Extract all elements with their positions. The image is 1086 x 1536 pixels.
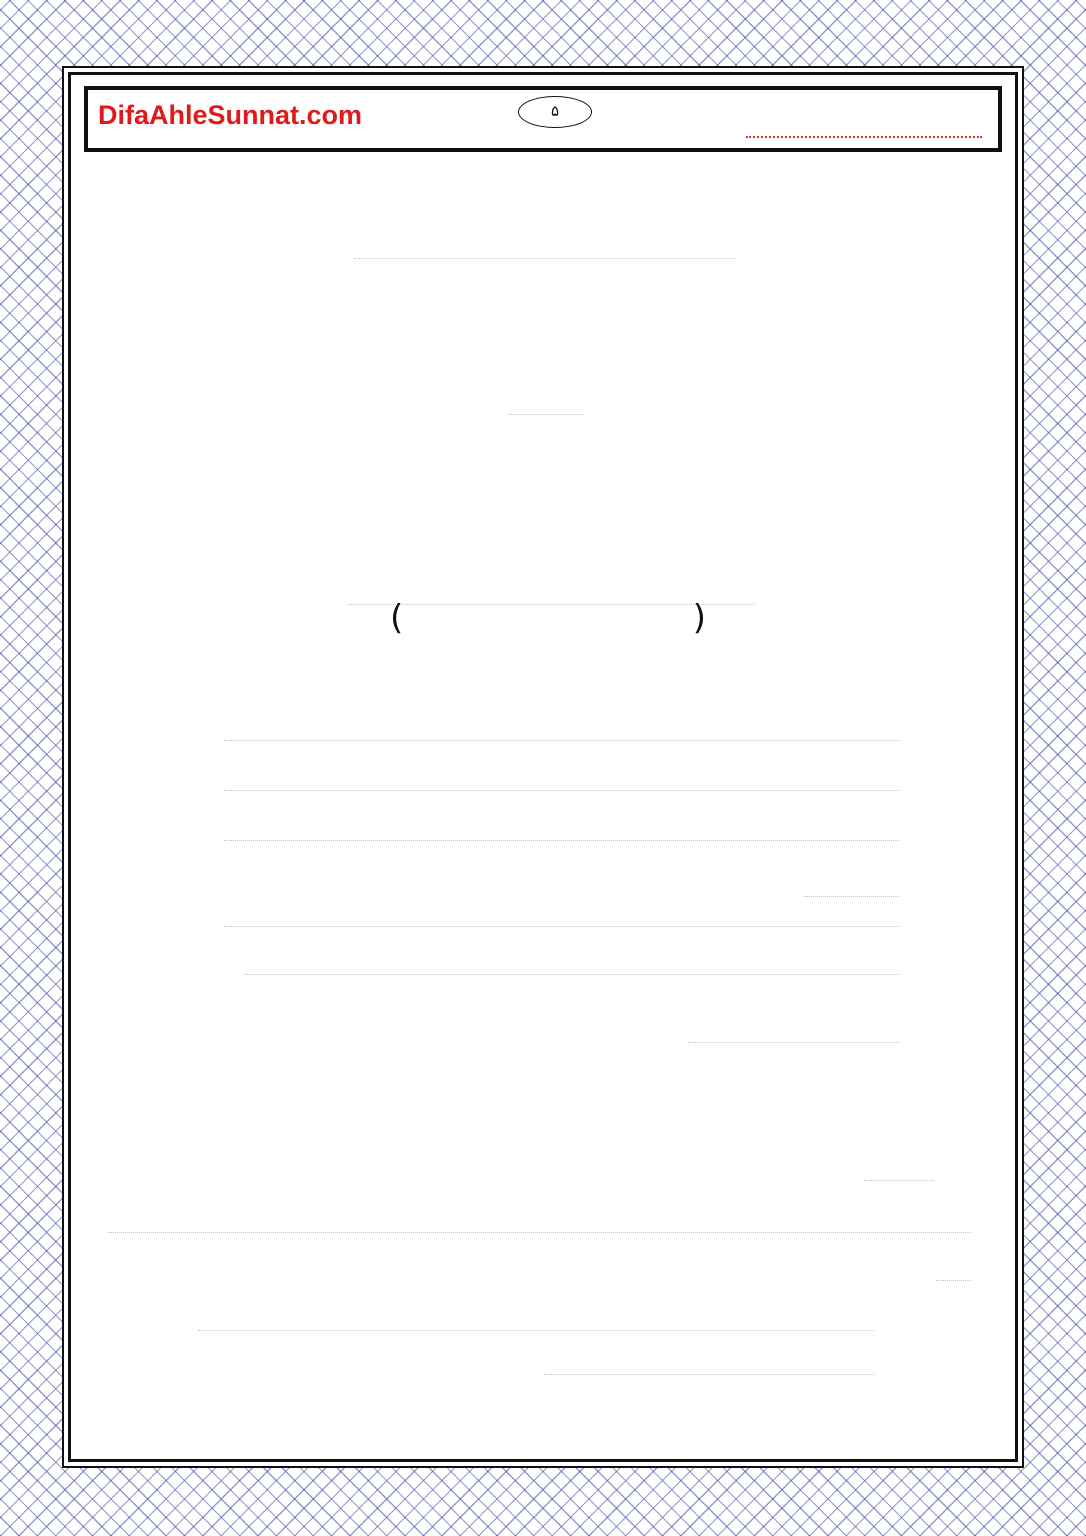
- page-number: ۵: [518, 96, 592, 128]
- arabic-invocation-line: [224, 708, 900, 741]
- arabic-invocation-line: [804, 864, 900, 897]
- translation-line: [936, 1258, 972, 1281]
- translation-line: [544, 1352, 874, 1375]
- site-name[interactable]: DifaAhleSunnat.com: [98, 100, 363, 130]
- arabic-invocation-line: [224, 894, 900, 927]
- hadith-citation: [688, 1018, 900, 1043]
- arabic-invocation-line: [224, 758, 900, 791]
- section-heading: [508, 374, 584, 415]
- date-close-paren: ): [692, 598, 706, 638]
- header-bar: [84, 86, 1002, 152]
- translation-line: [108, 1210, 972, 1233]
- arabic-invocation-line: [224, 808, 900, 841]
- arabic-invocation-line: [244, 942, 900, 975]
- page-frame: [62, 66, 1024, 1468]
- talk-date: [390, 596, 706, 640]
- date-open-paren: (: [390, 598, 404, 638]
- bismillah: [354, 214, 736, 259]
- translation-heading: [864, 1148, 934, 1181]
- series-name: [746, 104, 982, 138]
- translation-line: [198, 1308, 874, 1331]
